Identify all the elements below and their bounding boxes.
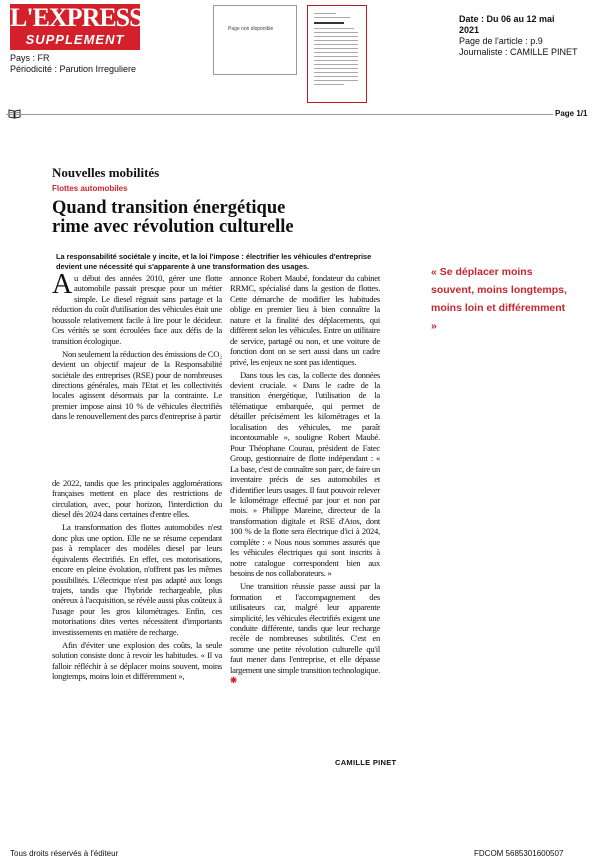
publication-logo (10, 3, 143, 50)
article-headline (52, 199, 294, 237)
country: Pays : FR (10, 53, 50, 63)
article-column-1-top (52, 269, 222, 424)
periodicity: Périodicité : Parution Irreguliere (10, 64, 137, 74)
paragraph: Afin d'éviter une explosion des coûts, la seule solution consiste donc à revoir les habitudes. « Il va falloir réfléchir à se déplacer moins souvent, moins longtemps, moins loin et différemment », (52, 639, 222, 682)
article-lead: La responsabilité sociétale y incite, et la loi l'impose : électrifier les véhicules d'entreprise devient une nécessité qui s'apparente à une transformation des usages. (56, 252, 372, 272)
pull-quote: « Se déplacer moins souvent, moins longtemps, moins loin et différemment » (431, 266, 567, 332)
logo-title: L'EXPRESS (10, 3, 143, 32)
paragraph: de 2022, tandis que les principales agglomérations françaises mettent en place des restrictions de circulation, avec, pour horizon, l'interdiction du diesel dès 2024 dans certaines d'entre elles. (52, 478, 222, 520)
book-icon (8, 108, 21, 119)
article-subrubric: Flottes automobiles (52, 184, 128, 193)
page-thumbnail-unavailable (213, 5, 297, 75)
thumbnail-text: Page non disponible (228, 26, 274, 32)
end-mark-icon: ❋ (230, 675, 237, 686)
headline-line-2: rime avec révolution culturelle (52, 217, 294, 237)
article-year: 2021 (459, 25, 480, 35)
article-signature: CAMILLE PINET (335, 758, 397, 767)
header-divider (6, 114, 557, 115)
paragraph: Non seulement la réduction des émissions de CO₂ devient un objectif majeur de la Responsabilité sociétale des entreprises (RSE) pour de nombreuses directions générales, mais l'Etat et les collectivités locales agissent désormais par la contrainte. Le premier impose ainsi 10 % de véhicules électrifiés dans le renouvellement des parcs d'entreprise à partir (52, 348, 222, 422)
drop-cap: A (52, 269, 72, 300)
paragraph: Dans tous les cas, la collecte des données devient cruciale. « Dans le cadre de la transition énergétique, l'utilisation de la télématique embarquée, qui permet de détailler précisément les kilométrages et la localisation des véhicules, me paraît incontournable », souligne Robert Maubé. Pour Théophane Courau, président de Fatec Group, gestionnaire de flotte indépendant : « La base, c'est de connaître son parc, de faire un inventaire précis de ses automobiles et d'identifier leurs usages. Il faut pouvoir relever le kilométrage effectué par jour et non par mois. » Philippe Mareine, directeur de la transformation digitale et RSE d'Atos, dont 100 % de la flotte sera électrique d'ici à 2024, complète : « Nous nous sommes assurés que les véhicules électriques qui sont inscrits à notre catalogue correspondent bien aux besoins de nos collaborateurs. » (230, 369, 380, 579)
article-journalist: Journaliste : CAMILLE PINET (459, 47, 578, 57)
footer-rights: Tous droits réservés à l'éditeur (10, 849, 119, 858)
paragraph: annonce Robert Maubé, fondateur du cabinet RRMC, spécialisé dans la gestion de flottes. Cette démarche de modifier les habitudes oblige en premier lieu à bien connaître la nature et la finalité des déplacements, qui diffèrent selon les véhicules. Entre un utilitaire de service, partagé ou non, et une voiture de fonction dont on se sert aussi dans un cadre privé, les enjeux ne sont pas identiques. (230, 273, 380, 367)
footer-code: FDCOM 5685301600507 (474, 849, 564, 858)
page-count: Page 1/1 (555, 109, 588, 118)
article-page-ref: Page de l'article : p.9 (459, 36, 543, 46)
article-column-2 (230, 273, 380, 688)
logo-subtitle: SUPPLEMENT (25, 32, 125, 47)
publication-meta (10, 53, 136, 75)
paragraph: La transformation des flottes automobiles n'est donc plus une option. Elle ne se résume cependant pas à remplacer des modèles diesel par leurs équivalents électrifiés. En effet, ces motorisations, encore en pleine évolution, n'offrent pas les mêmes possibilités. L'électrique n'est pas adapté aux longs trajets, tandis que l'hybride rechargeable, plus onéreux à l'acquisition, se révèle aussi plus coûteux à l'usage pour les gros kilométrages. Enfin, ces motorisations dites vertes nécessitent d'importants investissements en matière de recharge. (52, 522, 222, 637)
paragraph: Une transition réussie passe aussi par la formation et l'accompagnement des utilisateurs car, malgré leur apparente simplicité, les véhicules électrifiés exigent une conduite différente, tandis que leur recharge recèle de nombreuses subtilités. C'est en somme une petite révolution culturelle qu'il faut mener dans l'entreprise, et elle dépasse largement une simple transition technologique. ❋ (230, 581, 380, 686)
article-page-thumbnail (307, 5, 367, 103)
headline-line-1: Quand transition énergétique (52, 198, 286, 218)
article-meta (459, 14, 578, 58)
paragraph: Au début des années 2010, gérer une flotte automobile passait presque pour un métier simple. Le diesel régnait sans partage et la réduction du coût d'utilisation des véhicules était une boussole relativement facile à lire pour le décideur. Ces vérités se sont écroulées face aux défis de la transition écologique. (52, 269, 222, 346)
article-column-1-bottom (52, 478, 222, 684)
article-date: Date : Du 06 au 12 mai (459, 14, 555, 24)
article-rubric: Nouvelles mobilités (52, 165, 160, 180)
